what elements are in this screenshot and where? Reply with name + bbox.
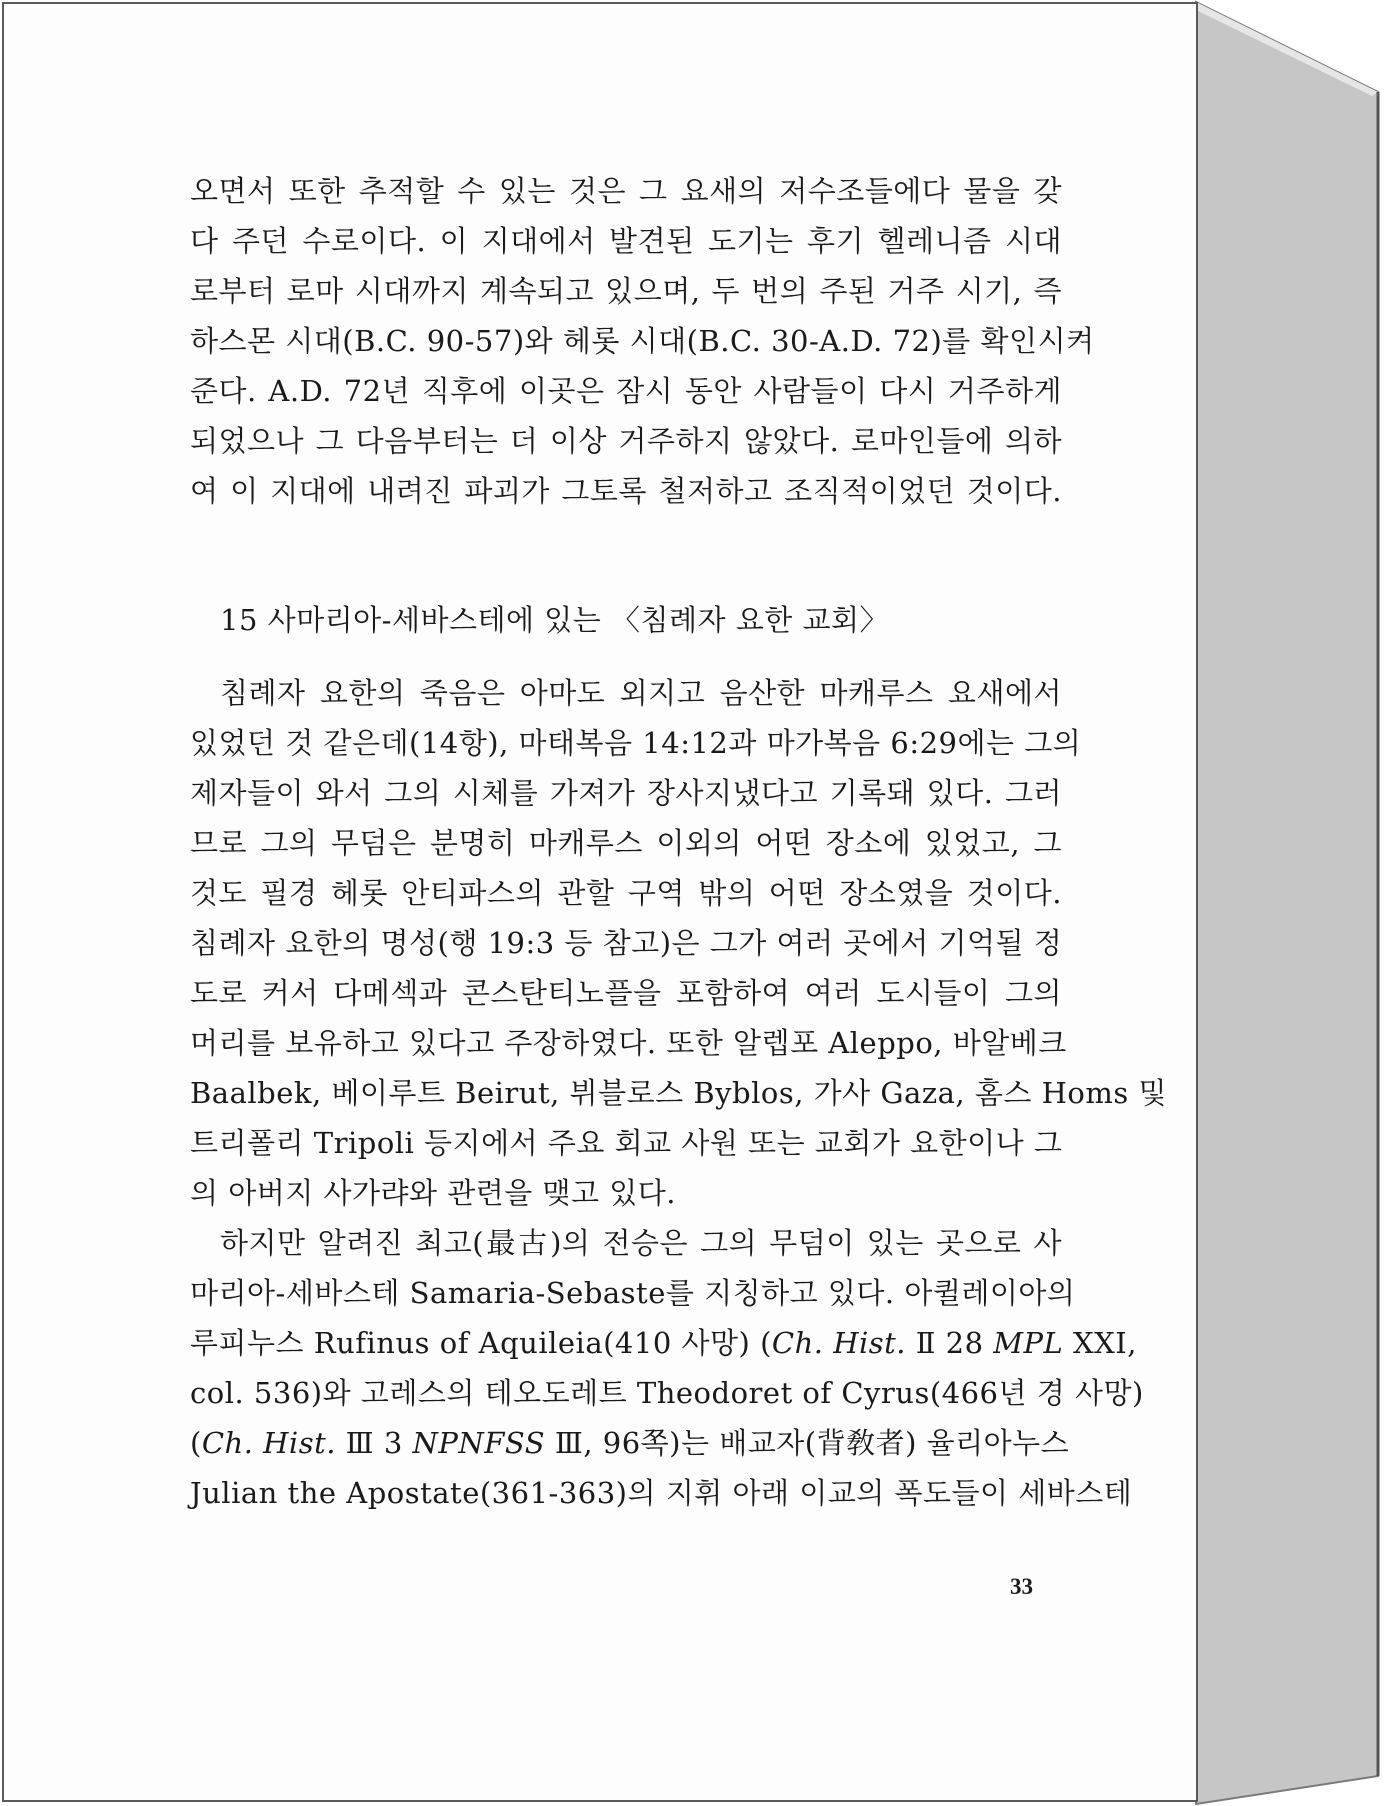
body-line: 므로 그의 무덤은 분명히 마캐루스 이외의 어떤 장소에 있었고, 그: [190, 826, 1062, 860]
body-line: 트리폴리 Tripoli 등지에서 주요 회교 사원 또는 교회가 요한이나 그: [190, 1126, 1063, 1160]
citation-title: Ch. Hist.: [201, 1426, 336, 1460]
body-line: 침례자 요한의 죽음은 아마도 외지고 음산한 마캐루스 요새에서: [220, 676, 1062, 710]
body-line: 있었던 것 같은데(14항), 마태복음 14:12과 마가복음 6:29에는 그의: [190, 726, 1082, 760]
body-line: 도로 커서 다메섹과 콘스탄티노플을 포함하여 여러 도시들이 그의: [190, 976, 1062, 1010]
citation-title: Ch. Hist.: [771, 1326, 907, 1360]
body-line: Baalbek, 베이루트 Beirut, 뷔블로스 Byblos, 가사 Gaza, 홈스 Homs 및: [190, 1076, 1167, 1110]
body-line: 마리아-세바스테 Samaria-Sebaste를 지칭하고 있다. 아퀼레이아의: [190, 1276, 1076, 1310]
text-run: Ⅱ 28: [906, 1326, 994, 1360]
body-line-mixed: [190, 1323, 1137, 1363]
body-line: 의 아버지 사가랴와 관련을 맺고 있다.: [190, 1176, 677, 1210]
body-line: 하지만 알려진 최고(最古)의 전승은 그의 무덤이 있는 곳으로 사: [220, 1226, 1062, 1260]
body-line: 제자들이 와서 그의 시체를 가져가 장사지냈다고 기록돼 있다. 그러: [190, 776, 1062, 810]
text-run: 루피누스 Rufinus of Aquileia(410 사망) (: [190, 1326, 772, 1360]
body-line: 오면서 또한 추적할 수 있는 것은 그 요새의 저수조들에다 물을 갖: [190, 174, 1062, 208]
body-line-mixed: [190, 1423, 1070, 1463]
section-heading: 15 사마리아-세바스테에 있는 〈침례자 요한 교회〉: [220, 603, 890, 637]
body-line: 되었으나 그 다음부터는 더 이상 거주하지 않았다. 로마인들에 의하: [190, 424, 1062, 458]
citation-series: NPNFSS: [412, 1426, 546, 1460]
page-number: 33: [1010, 1574, 1033, 1599]
body-line: 것도 필경 헤롯 안티파스의 관할 구역 밖의 어떤 장소였을 것이다.: [190, 876, 1062, 910]
text-run: (: [190, 1426, 202, 1460]
body-line: 준다. A.D. 72년 직후에 이곳은 잠시 동안 사람들이 다시 거주하게: [190, 374, 1062, 408]
body-line: col. 536)와 고레스의 테오도레트 Theodoret of Cyrus(466년 경 사망): [190, 1376, 1144, 1410]
body-line: 여 이 지대에 내려진 파괴가 그토록 철저하고 조직적이었던 것이다.: [190, 474, 1062, 508]
body-line: 침례자 요한의 명성(행 19:3 등 참고)은 그가 여러 곳에서 기억될 정: [190, 926, 1063, 960]
page-stack-side: [1196, 2, 1378, 1804]
body-line: Julian the Apostate(361-363)의 지휘 아래 이교의 폭도들이 세바스테: [190, 1476, 1133, 1510]
text-run: Ⅲ 3: [335, 1426, 413, 1460]
body-line: 머리를 보유하고 있다고 주장하였다. 또한 알렙포 Aleppo, 바알베크: [190, 1026, 1067, 1060]
body-line: 다 주던 수로이다. 이 지대에서 발견된 도기는 후기 헬레니즘 시대: [190, 224, 1062, 258]
body-line: 하스몬 시대(B.C. 90-57)와 헤롯 시대(B.C. 30-A.D. 72)를 확인시켜: [190, 324, 1095, 358]
body-line: 로부터 로마 시대까지 계속되고 있으며, 두 번의 주된 거주 시기, 즉: [190, 274, 1062, 308]
text-run: XXI,: [1063, 1326, 1137, 1360]
citation-series: MPL: [993, 1326, 1064, 1360]
book-page: [2, 2, 1198, 1802]
text-run: Ⅲ, 96쪽)는 배교자(背敎者) 율리아누스: [545, 1426, 1070, 1460]
